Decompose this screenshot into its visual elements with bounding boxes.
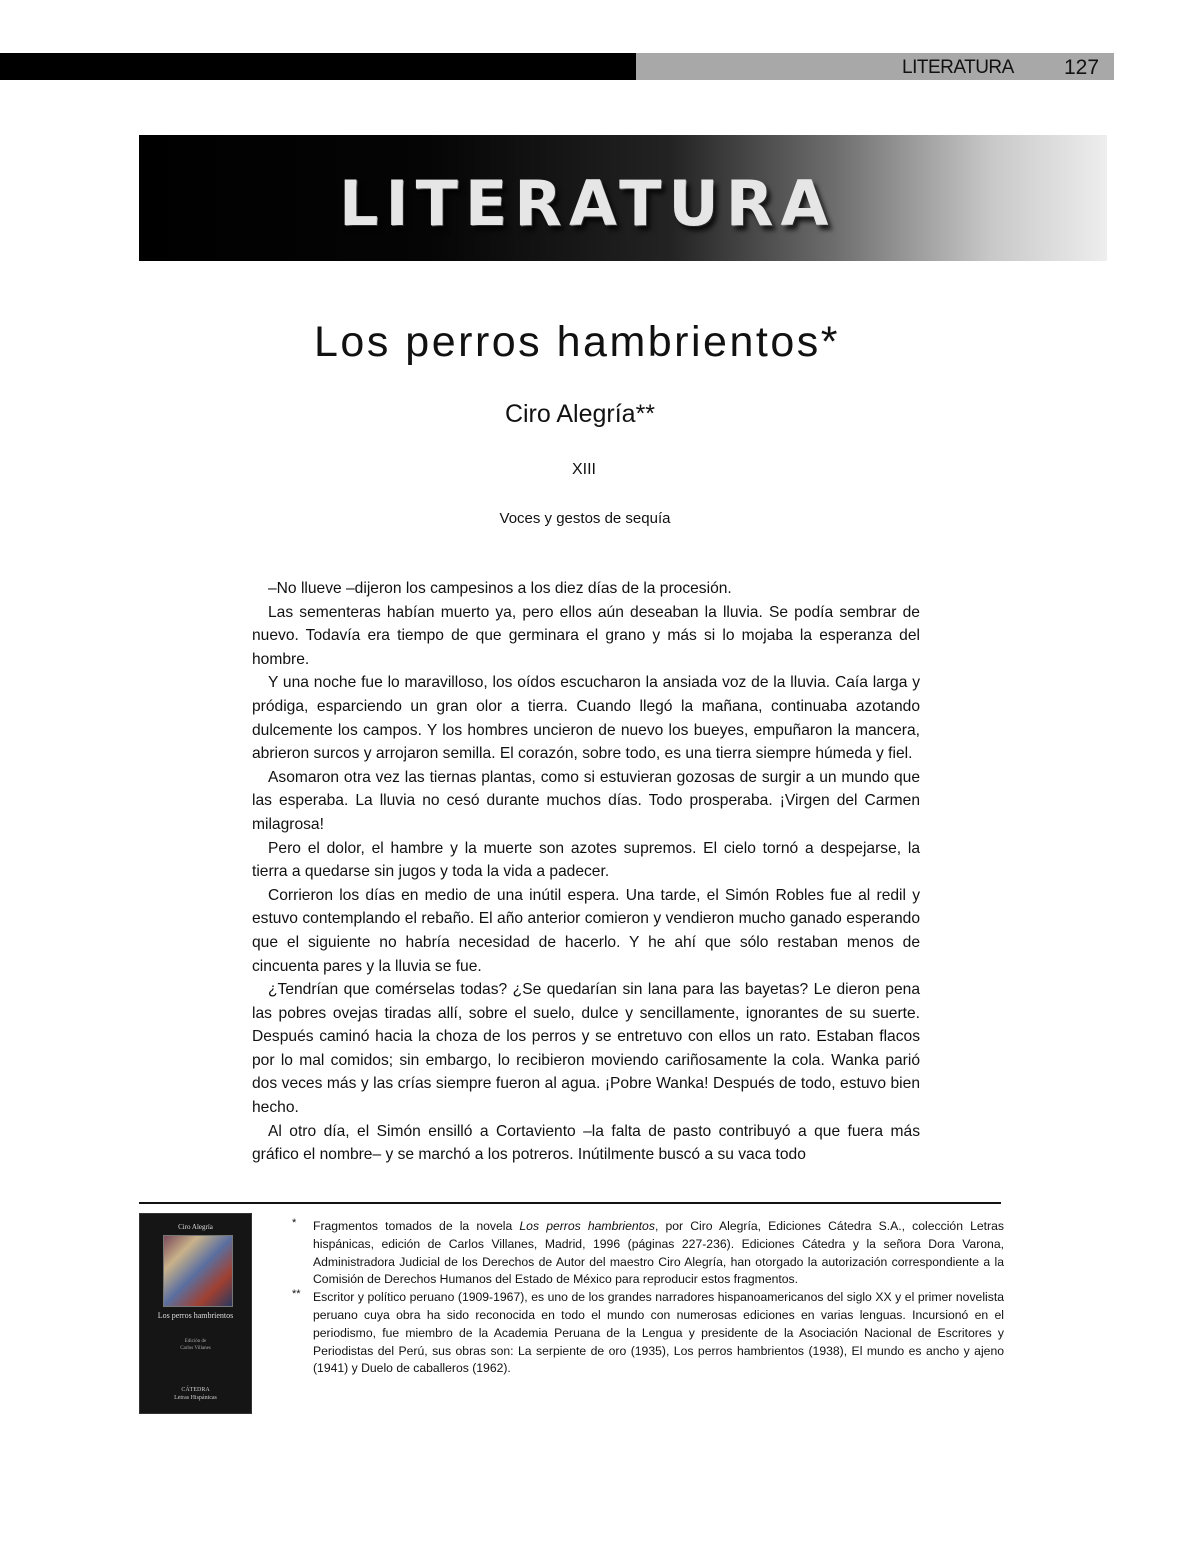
body-paragraph: Pero el dolor, el hambre y la muerte son azotes supremos. El cielo tornó a despejarse, la tierra a quedarse sin jugos y toda la vida a padecer.: [252, 839, 920, 881]
footnote-divider: [139, 1202, 1001, 1204]
footnote: [292, 1289, 1004, 1378]
banner-title: LITERATURA: [339, 167, 836, 240]
header-bar-dark: [0, 53, 636, 80]
cover-title: Los perros hambrientos: [157, 1311, 234, 1320]
footnotes: [292, 1218, 1004, 1378]
chapter-title: Voces y gestos de sequía: [499, 510, 671, 527]
cover-author: Ciro Alegría: [178, 1223, 213, 1231]
body-paragraph: ¿Tendrían que comérselas todas? ¿Se quedarían sin lana para las bayetas? Le dieron pena las pobres ovejas tiradas allí, sobre el suelo, dulce y sencillamente, ignorantes de su suerte. Después caminó hacia la choza de los perros y se entretuvo con ellos un rato. Estaban flacos por lo mal comidos; sin embargo, lo recibieron moviendo cariñosamente la cola. Wanka parió dos veces más y las crías siempre fueron al agua. ¡Pobre Wanka! Después de todo, estuvo bien hecho.: [252, 981, 920, 1117]
footnote: [292, 1218, 1004, 1289]
footnote-text: , por Ciro Alegría, Ediciones Cátedra S.A., colección Letras hispánicas, edición de Carlos Villanes, Madrid, 1996 (páginas 227-236). Ediciones Cátedra y la señora Dora Varona, Administradora Judicial de los Derechos de Autor del maestro Ciro Alegría, han otorgado la autorización correspondiente a la Comisión de Derechos Humanos del Estado de México para reproducir estos fragmentos.: [313, 1219, 1004, 1287]
body-paragraph: –No llueve –dijeron los campesinos a los diez días de la procesión.: [268, 580, 732, 597]
header-bar-light: [636, 53, 1114, 80]
cover-illustration: [163, 1235, 233, 1307]
footnote-book-title: Los perros hambrientos: [519, 1219, 655, 1233]
footnote-text: Escritor y político peruano (1909-1967), es uno de los grandes narradores hispanoamericanos del siglo XX y el primer novelista peruano cuya obra ha sido reconocida en todo el mundo con numerosas ediciones en varias lenguas. Incursionó en el periodismo, fue miembro de la Academia Peruana de la Lengua y presidente de la Asociación Nacional de Escritores y Periodistas del Perú, sus obras son: La serpiente de oro (1935), Los perros hambrientos (1938), El mundo es ancho y ajeno (1941) y Duelo de caballeros (1962).: [313, 1290, 1004, 1376]
cover-publisher-name: CÁTEDRA: [181, 1387, 210, 1393]
page-number: 127: [1064, 56, 1100, 79]
cover-collection: Letras Hispánicas: [174, 1395, 217, 1401]
body-paragraph: Corrieron los días en medio de una inútil espera. Una tarde, el Simón Robles fue al redil y estuvo contemplando el rebaño. El año anterior comieron y vendieron mucho ganado esperando que el siguiente no habría necesidad de hacerlo. Y he ahí que sólo restaban menos de cincuenta pares y la lluvia se fue.: [252, 886, 920, 975]
book-cover-image: [139, 1213, 252, 1414]
body-paragraph: Asomaron otra vez las tiernas plantas, como si estuvieran gozosas de surgir a un mundo que las esperaba. La lluvia no cesó durante muchos días. Todo prosperaba. ¡Virgen del Carmen milagrosa!: [252, 768, 920, 833]
section-banner: [139, 135, 1107, 261]
article-author: Ciro Alegría**: [504, 400, 656, 428]
running-head-section: LITERATURA: [902, 57, 1014, 78]
cover-editor: [140, 1338, 251, 1352]
body-paragraph: Y una noche fue lo maravilloso, los oídos escucharon la ansiada voz de la lluvia. Caía larga y pródiga, esparciendo un gran olor a tierra. Cuando llegó la mañana, continuaba azotando dulcemente los campos. Y los hombres uncieron de nuevo los bueyes, empuñaron la mancera, abrieron surcos y arrojaron semilla. El corazón, sobre todo, es una tierra siempre húmeda y fiel.: [252, 674, 920, 763]
chapter-number: XIII: [571, 461, 596, 478]
footnote-mark: **: [292, 1288, 301, 1301]
body-paragraph: Las sementeras habían muerto ya, pero ellos aún deseaban la lluvia. Se podía sembrar de nuevo. Todavía era tiempo de que germinara el grano y más si lo mojaba la esperanza del hombre.: [252, 603, 920, 668]
cover-publisher: [140, 1386, 251, 1402]
footnote-text: Fragmentos tomados de la novela: [313, 1219, 520, 1233]
article-title: Los perros hambrientos*: [314, 318, 840, 366]
body-paragraph: Al otro día, el Simón ensilló a Cortaviento –la falta de pasto contribuyó a que fuera más gráfico el nombre– y se marchó a los potreros. Inútilmente buscó a su vaca todo: [252, 1122, 920, 1164]
article-body: [252, 577, 920, 1167]
footnote-mark: *: [292, 1217, 297, 1229]
cover-editor-line: Edición de: [184, 1339, 207, 1344]
cover-editor-line: Carlos Villanes: [180, 1346, 211, 1351]
